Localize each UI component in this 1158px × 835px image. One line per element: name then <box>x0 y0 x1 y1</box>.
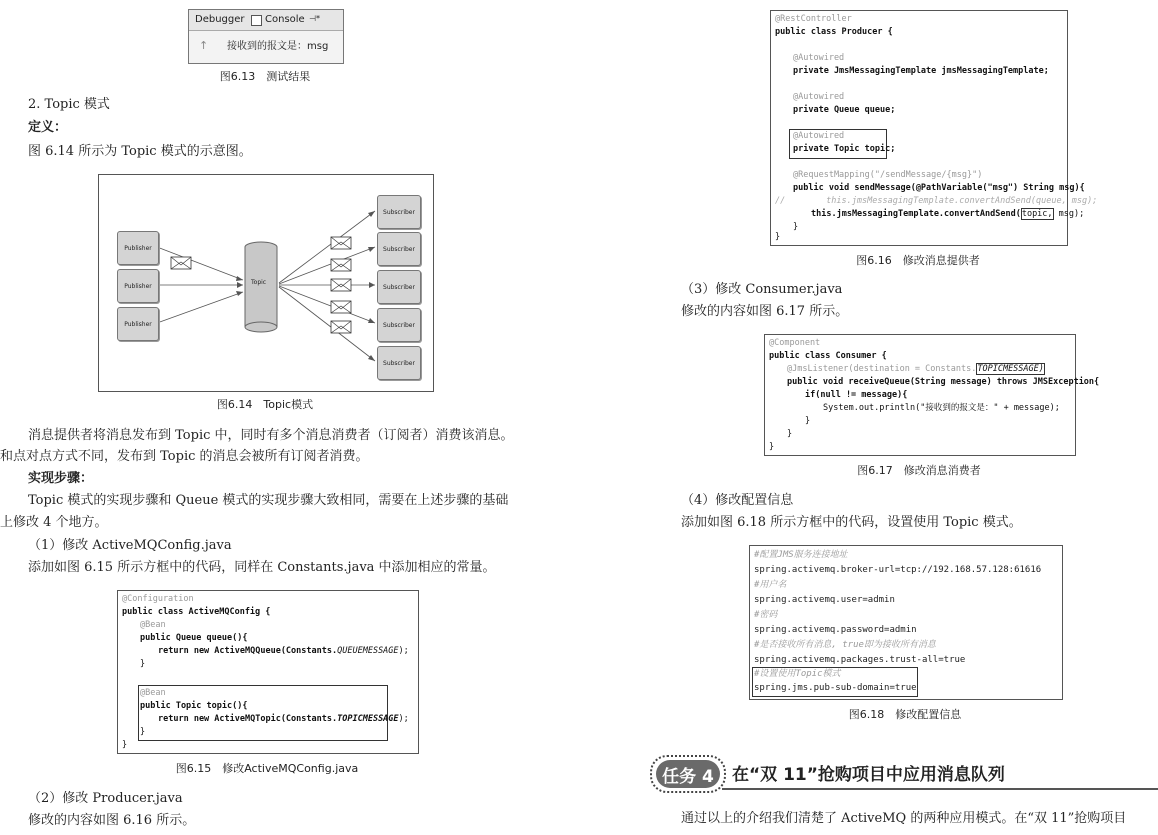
topic-label: Topic <box>251 279 267 286</box>
subscriber-node: Subscriber <box>377 232 421 266</box>
task-badge-label: 任务 4 <box>656 760 720 788</box>
subscriber-node: Subscriber <box>377 308 421 342</box>
fig618-caption: 图6.18 修改配置信息 <box>848 708 962 721</box>
fig615-code: @Configuration public class ActiveMQConfig { @Bean public Queue queue(){ return new ActiveMQQueue(Constants.QUEUEMESSAGE); } @Bean public Topic topic(){ return new ActiveMQTopic(Constants.TOPICMESSAGE); } } <box>117 590 419 754</box>
publisher-node: Publisher <box>117 231 159 265</box>
fig613-panel <box>188 9 344 64</box>
scroll-up-icon[interactable]: ↑ <box>199 39 209 52</box>
fig615-caption: 图6.15 修改ActiveMQConfig.java <box>175 762 359 775</box>
step3-heading: （3）修改 Consumer.java <box>681 282 843 297</box>
subscriber-node: Subscriber <box>377 195 421 229</box>
fig618-config: #配置JMS服务连接地址 spring.activemq.broker-url=tcp://192.168.57.128:61616 #用户名 spring.activemq.user=admin #密码 spring.activemq.password=admin #是否接收所有消息, true即为接收所有消息 spring.activemq.packages.trust-all=true #设置使用Topic模式 spring.jms.pub-sub-domain=true <box>749 545 1063 700</box>
paragraph-line: 上修改 4 个地方。 <box>0 515 108 530</box>
step2-heading: （2）修改 Producer.java <box>28 791 183 806</box>
fig617-code: @Component public class Consumer { @JmsListener(destination = Constants.TOPICMESSAGE) public void receiveQueue(String message) throws JMSException{ if(null != message){ System.out.println("接收到的报文是：" + message); } } } <box>764 334 1076 456</box>
task-underline <box>722 788 1158 790</box>
tab-debugger[interactable]: Debugger <box>195 14 245 25</box>
step3-text: 修改的内容如图 6.17 所示。 <box>681 304 849 319</box>
task-badge <box>650 755 726 793</box>
topic-diagram <box>98 174 434 392</box>
pin-icon: ⊣* <box>309 14 320 23</box>
fig616-code: @RestController public class Producer { @Autowired private JmsMessagingTemplate jmsMessagingTemplate; @Autowired private Queue queue; @Autowired private Topic topic; @RequestMapping("/sendMessage/{msg}") public void sendMessage(@PathVariable("msg") String msg){ // this.jmsMessagingTemplate.convertAndSend(queue, msg); this.jmsMessagingTemplate.convertAndSend(topic, msg); } } <box>770 10 1068 246</box>
tab-console[interactable]: Console <box>265 14 305 25</box>
paragraph-line: Topic 模式的实现步骤和 Queue 模式的实现步骤大致相同，需要在上述步骤的基础 <box>28 493 509 508</box>
console-output: 接收到的报文是：msg <box>227 41 329 52</box>
paragraph-line: 和点对点方式不同，发布到 Topic 的消息会被所有订阅者消费。 <box>0 449 369 464</box>
step2-text: 修改的内容如图 6.16 所示。 <box>28 813 196 828</box>
section-title: 2. Topic 模式 <box>28 97 110 112</box>
subscriber-node: Subscriber <box>377 270 421 304</box>
paragraph-line: 消息提供者将消息发布到 Topic 中，同时有多个消息消费者（订阅者）消费该消息。 <box>28 428 514 443</box>
fig616-caption: 图6.16 修改消息提供者 <box>856 254 980 267</box>
publisher-node: Publisher <box>117 307 159 341</box>
fig614-caption: 图6.14 Topic模式 <box>216 398 314 411</box>
step4-heading: （4）修改配置信息 <box>681 493 794 508</box>
console-icon <box>251 15 262 26</box>
step1-text: 添加如图 6.15 所示方框中的代码，同样在 Constants.java 中添加相应的常量。 <box>28 560 496 575</box>
fig617-caption: 图6.17 修改消息消费者 <box>857 464 981 477</box>
step4-text: 添加如图 6.18 所示方框中的代码，设置使用 Topic 模式。 <box>681 515 1022 530</box>
step1-heading: （1）修改 ActiveMQConfig.java <box>28 538 232 553</box>
definition-text: 图 6.14 所示为 Topic 模式的示意图。 <box>28 144 252 159</box>
publisher-node: Publisher <box>117 269 159 303</box>
subscriber-node: Subscriber <box>377 346 421 380</box>
definition-label: 定义： <box>28 120 68 135</box>
task-title: 在“双 11”抢购项目中应用消息队列 <box>732 765 1005 785</box>
closing-paragraph: 通过以上的介绍我们清楚了 ActiveMQ 的两种应用模式。在“双 11”抢购项目 <box>681 811 1127 826</box>
steps-label: 实现步骤： <box>28 471 94 486</box>
fig613-caption: 图6.13 测试结果 <box>219 70 311 83</box>
